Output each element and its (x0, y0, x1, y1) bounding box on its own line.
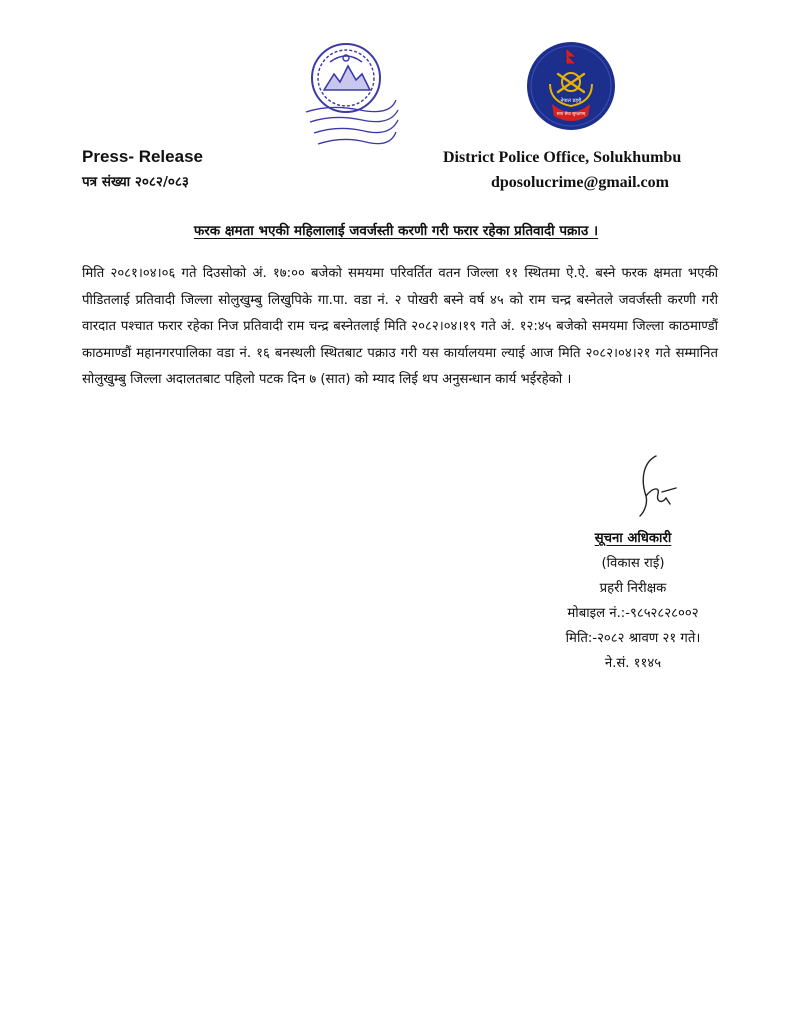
body-paragraph: मिति २०८१।०४।०६ गते दिउसोको अं. १७:०० बजेको समयमा परिवर्तित वतन जिल्ला ११ स्थितमा ऐ.ऐ. बस्ने फरक क्षमता भएकी पीडितलाई प्रतिवादी जिल्ला सोलुखुम्बु लिखुपिके गा.पा. वडा नं. २ पोखरी बस्ने वर्ष ४५ को राम चन्द्र बस्नेतले जवर्जस्ती करणी गरी वारदात पश्चात फरार रहेका निज प्रतिवादी राम चन्द्र बस्नेतलाई मिति २०८२।०४।१९ गते अं. १२:४५ बजेको समयमा जिल्ला काठमाण्डौं काठमाण्डौं महानगरपालिका वडा नं. १६ बनस्थली स्थितबाट पक्राउ गरी यस कार्यालयमा ल्याई आज मिति २०८२।०४।२१ गते सम्मानित सोलुखुम्बु जिल्ला अदालतबाट पहिलो पटक दिन ७ (सात) को म्याद लिई थप अनुसन्धान कार्य भईरहेको । (82, 266, 718, 387)
signatory-block (520, 526, 746, 676)
signatory-rank: प्रहरी निरीक्षक (599, 581, 667, 596)
press-release-label: Press- Release (82, 147, 203, 166)
headline-text: फरक क्षमता भएकी महिलालाई जवर्जस्ती करणी गरी फरार रहेका प्रतिवादी पक्राउ । (193, 223, 599, 239)
signatory-title: सूचना अधिकारी (594, 531, 672, 546)
svg-text:सत्य सेवा सुरक्षणम्: सत्य सेवा सुरक्षणम् (556, 111, 586, 116)
svg-text:नेपाल प्रहरी: नेपाल प्रहरी (560, 98, 582, 104)
office-email: dposolucrime@gmail.com (491, 174, 669, 191)
signatory-date: मिति:-२०८२ श्रावण २१ गते। (565, 631, 701, 646)
headline (0, 220, 792, 239)
signature (626, 452, 680, 520)
nepal-sambat-year: ने.सं. ११४५ (604, 656, 662, 671)
district-police-seal (300, 40, 400, 152)
signatory-name: (विकास राई) (601, 556, 665, 571)
office-name: District Police Office, Solukhumbu (443, 149, 682, 166)
nepal-police-badge (526, 40, 616, 132)
signatory-mobile: मोबाइल नं.:-९८५२८२८००२ (567, 606, 699, 621)
letter-reference-number: पत्र संख्या २०८२/०८३ (82, 174, 189, 190)
